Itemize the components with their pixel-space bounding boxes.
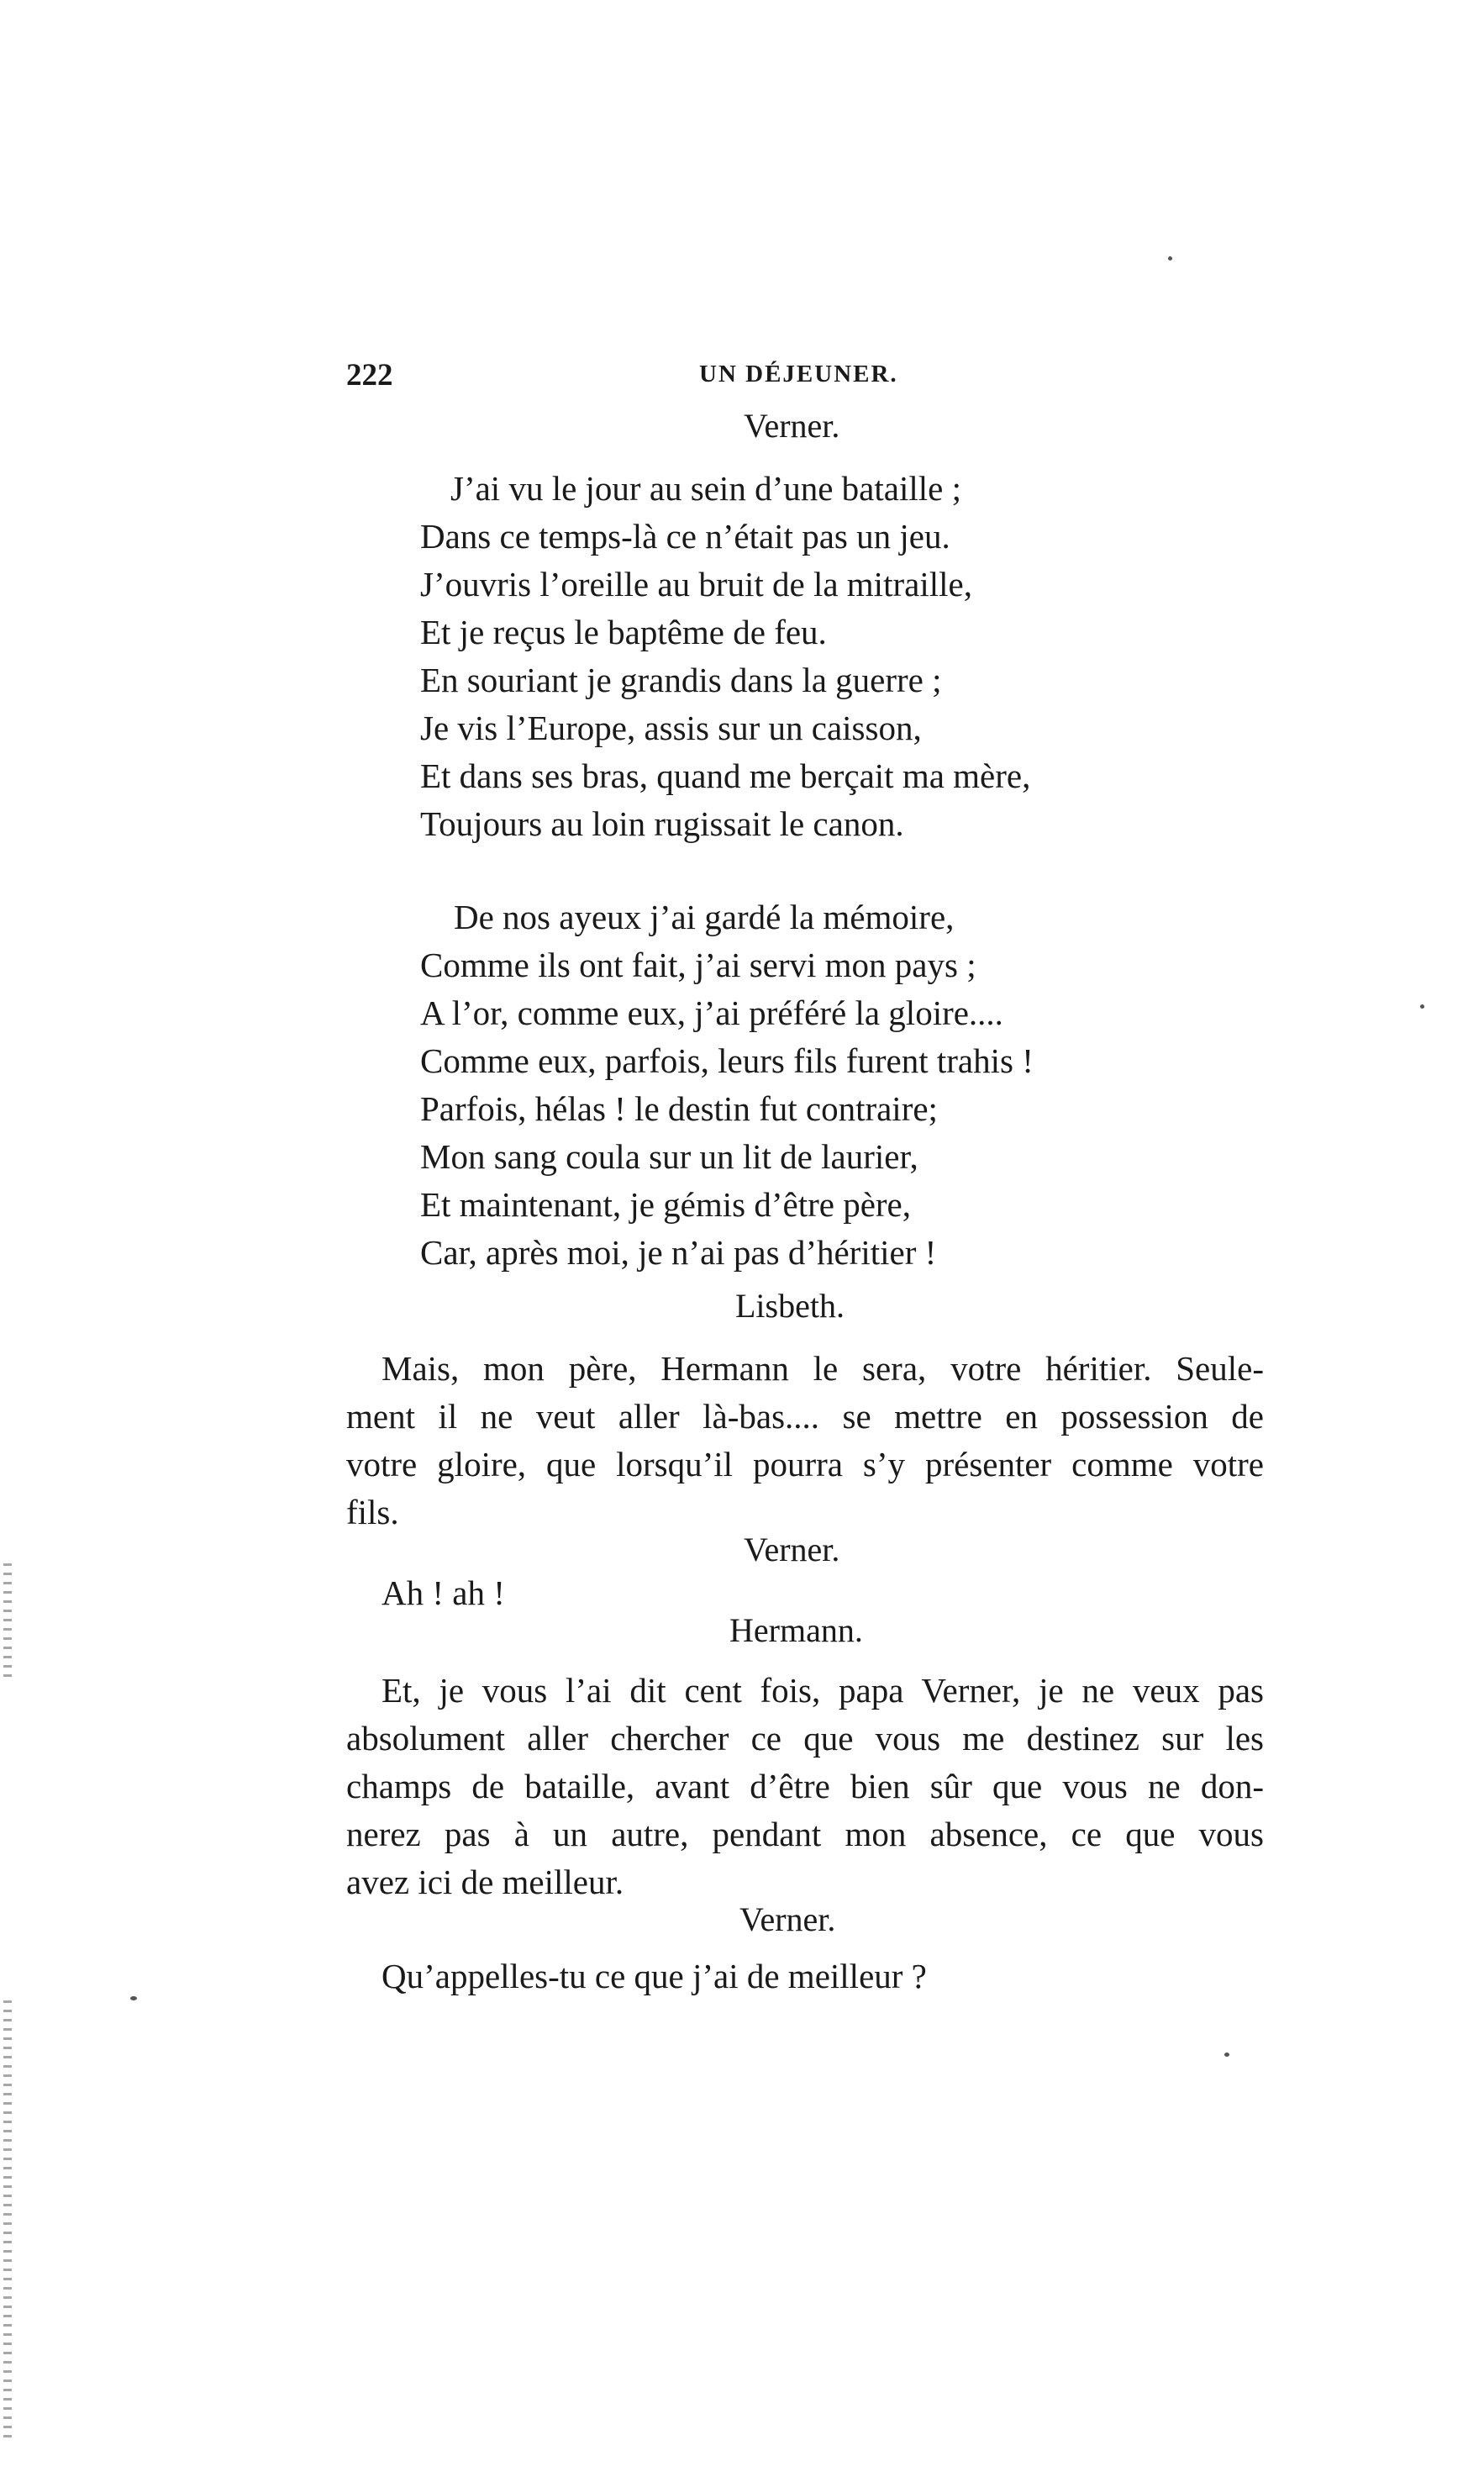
verse-line: Toujours au loin rugissait le canon. (420, 804, 904, 843)
speaker-verner: Verner. (744, 407, 840, 445)
verse-line: Comme eux, parfois, leurs fils furent trahis ! (420, 1041, 1034, 1080)
prose-line: Mais, mon père, Hermann le sera, votre héritier. Seule- (382, 1349, 1264, 1388)
verse-line: Et dans ses bras, quand me berçait ma mère, (420, 756, 1031, 795)
prose-line: Et, je vous l’ai dit cent fois, papa Verner, je ne veux pas (382, 1671, 1264, 1710)
scan-speck (1420, 1004, 1424, 1009)
verse-line: En souriant je grandis dans la guerre ; (420, 661, 942, 699)
prose-line: votre gloire, que lorsqu’il pourra s’y présenter comme votre (346, 1445, 1264, 1484)
left-margin-scan-noise-lower (3, 2000, 12, 2437)
verse-line: Dans ce temps-là ce n’était pas un jeu. (420, 517, 950, 556)
running-head (346, 357, 1271, 399)
verner-question: Qu’appelles-tu ce que j’ai de meilleur ? (382, 1957, 927, 1995)
prose-line: avez ici de meilleur. (346, 1863, 624, 1901)
speaker-verner: Verner. (739, 1900, 836, 1938)
speaker-lisbeth: Lisbeth. (735, 1287, 845, 1325)
running-title: UN DÉJEUNER. (699, 361, 898, 387)
verse-line: A l’or, comme eux, j’ai préféré la gloire.... (420, 993, 1003, 1032)
prose-line: ment il ne veut aller là-bas.... se mettre en possession de (346, 1397, 1264, 1436)
verse-line: Et maintenant, je gémis d’être père, (420, 1185, 912, 1224)
verner-reply: Ah ! ah ! (382, 1573, 505, 1612)
left-margin-scan-noise (3, 1563, 12, 1681)
verse-line: J’ouvris l’oreille au bruit de la mitraille, (420, 565, 972, 603)
speaker-verner: Verner. (744, 1531, 840, 1568)
verse-line: Et je reçus le baptême de feu. (420, 613, 827, 651)
prose-line: nerez pas à un autre, pendant mon absence, ce que vous (346, 1815, 1264, 1853)
scan-speck (130, 1996, 137, 2000)
verse-line: Mon sang coula sur un lit de laurier, (420, 1137, 918, 1176)
prose-line: fils. (346, 1493, 399, 1531)
verse-line: Car, après moi, je n’ai pas d’héritier ! (420, 1233, 937, 1272)
prose-line: absolument aller chercher ce que vous me destinez sur les (346, 1719, 1264, 1758)
verse-line: Parfois, hélas ! le destin fut contraire; (420, 1089, 938, 1128)
prose-line: champs de bataille, avant d’être bien sûr que vous ne don- (346, 1767, 1264, 1805)
verse-line: Comme ils ont fait, j’ai servi mon pays ; (420, 946, 976, 984)
verse-line: De nos ayeux j’ai gardé la mémoire, (454, 898, 955, 936)
verse-line: J’ai vu le jour au sein d’une bataille ; (450, 469, 961, 508)
speaker-hermann: Hermann. (729, 1611, 863, 1649)
scan-speck (1168, 256, 1172, 261)
verse-line: Je vis l’Europe, assis sur un caisson, (420, 709, 922, 747)
page-number: 222 (346, 358, 393, 393)
scan-speck (1224, 2053, 1229, 2057)
